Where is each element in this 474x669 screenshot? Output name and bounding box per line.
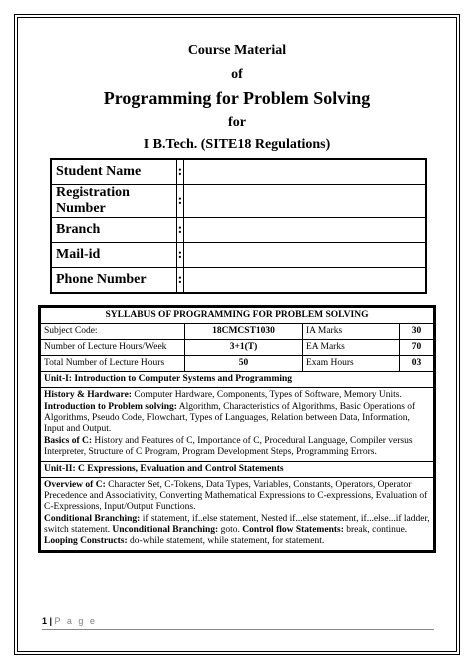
mail-id-label: Mail-id xyxy=(51,243,177,268)
unit-2-heading: Unit-II: C Expressions, Evaluation and Control Statements xyxy=(41,462,434,478)
unit-1-paragraph xyxy=(44,402,430,435)
phone-number-field[interactable] xyxy=(184,268,427,294)
unconditional-branching-label: Unconditional Branching: xyxy=(112,525,219,535)
for-heading: for xyxy=(228,115,246,130)
student-name-label: Student Name xyxy=(51,159,177,185)
form-row-student-name xyxy=(51,159,426,185)
branch-field[interactable] xyxy=(184,218,427,243)
syllabus-table xyxy=(38,305,436,553)
syllabus-title: SYLLABUS OF PROGRAMMING FOR PROBLEM SOLVING xyxy=(41,308,434,324)
unit-2-content xyxy=(41,478,434,551)
conditional-branching-label: Conditional Branching: xyxy=(44,514,141,524)
form-row-mail-id xyxy=(51,243,426,268)
subject-code-value: 18CMCST1030 xyxy=(185,324,303,340)
basics-of-c-text: History and Features of C, Importance of C, Procedural Language, Compiler versus Interpreter, Structure of C Program, Program Development Steps, Programming Errors. xyxy=(44,436,413,457)
unit-1-content xyxy=(41,388,434,462)
overview-of-c-label: Overview of C: xyxy=(44,480,106,490)
form-row-registration-number xyxy=(51,185,426,218)
total-lecture-hours-value: 50 xyxy=(185,356,303,372)
colon: : xyxy=(177,268,184,294)
page-label: P a g e xyxy=(54,616,97,626)
control-flow-text: break, continue. xyxy=(343,525,408,535)
ea-marks-label: EA Marks xyxy=(303,340,400,356)
exam-hours-value: 03 xyxy=(400,356,434,372)
conditional-branching-text: if statement, if..else statement, Nested if...else statement, if...else...if ladder, switch statement. xyxy=(44,514,430,535)
footer-divider xyxy=(42,629,434,630)
total-lecture-hours-label: Total Number of Lecture Hours xyxy=(41,356,185,372)
program-regulations: I B.Tech. (SITE18 Regulations) xyxy=(143,137,331,152)
looping-constructs-label: Looping Constructs: xyxy=(44,536,128,546)
form-row-phone-number xyxy=(51,268,426,294)
subject-title: Programming for Problem Solving xyxy=(103,88,371,108)
looping-constructs-text: do-while statement, while statement, for statement. xyxy=(127,536,325,546)
subject-code-label: Subject Code: xyxy=(41,324,185,340)
unconditional-branching-text: goto. xyxy=(218,525,243,535)
lecture-hours-week-value: 3+1(T) xyxy=(185,340,303,356)
colon: : xyxy=(177,218,184,243)
unit-2-paragraph xyxy=(44,480,430,513)
ia-marks-value: 30 xyxy=(400,324,434,340)
table-row xyxy=(41,324,434,340)
of-heading: of xyxy=(231,67,243,82)
lecture-hours-week-label: Number of Lecture Hours/Week xyxy=(41,340,185,356)
overview-of-c-text: Character Set, C-Tokens, Data Types, Variables, Constants, Operators, Operator Precedence and Associativity, Converting Mathematical Expressions to C-expressions, Evaluation of C-Expressions, Input/Output Functions. xyxy=(44,480,428,512)
table-row xyxy=(41,356,434,372)
course-material-heading: Course Material xyxy=(187,43,287,58)
problem-solving-text: Algorithm, Characteristics of Algorithms, Basic Operations of Algorithms, Pseudo Code, Flowchart, Types of Languages, Relation between Data, Information, Input and Output. xyxy=(44,402,416,434)
problem-solving-label: Introduction to Problem solving: xyxy=(44,402,177,412)
student-name-field[interactable] xyxy=(184,159,427,185)
exam-hours-label: Exam Hours xyxy=(303,356,400,372)
footer-separator: | xyxy=(47,616,55,626)
basics-of-c-label: Basics of C: xyxy=(44,436,93,446)
table-row xyxy=(41,340,434,356)
page-number: 1 xyxy=(42,616,48,626)
history-hardware-text: Computer Hardware, Components, Types of Software, Memory Units. xyxy=(131,390,402,400)
mail-id-field[interactable] xyxy=(184,243,427,268)
unit-2-paragraph xyxy=(44,514,430,547)
unit-1-heading: Unit-I: Introduction to Computer Systems and Programming xyxy=(41,372,434,388)
control-flow-label: Control flow Statements: xyxy=(242,525,344,535)
form-row-branch xyxy=(51,218,426,243)
colon: : xyxy=(177,159,184,185)
branch-label: Branch xyxy=(51,218,177,243)
student-details-form xyxy=(50,158,427,294)
registration-number-field[interactable] xyxy=(184,185,427,218)
page-footer xyxy=(42,616,434,626)
colon: : xyxy=(177,185,184,218)
ea-marks-value: 70 xyxy=(400,340,434,356)
colon: : xyxy=(177,243,184,268)
unit-1-paragraph xyxy=(44,436,430,458)
unit-1-paragraph xyxy=(44,390,430,401)
ia-marks-label: IA Marks xyxy=(303,324,400,340)
phone-number-label: Phone Number xyxy=(51,268,177,294)
registration-number-label: Registration Number xyxy=(51,185,177,218)
history-hardware-label: History & Hardware: xyxy=(44,390,132,400)
